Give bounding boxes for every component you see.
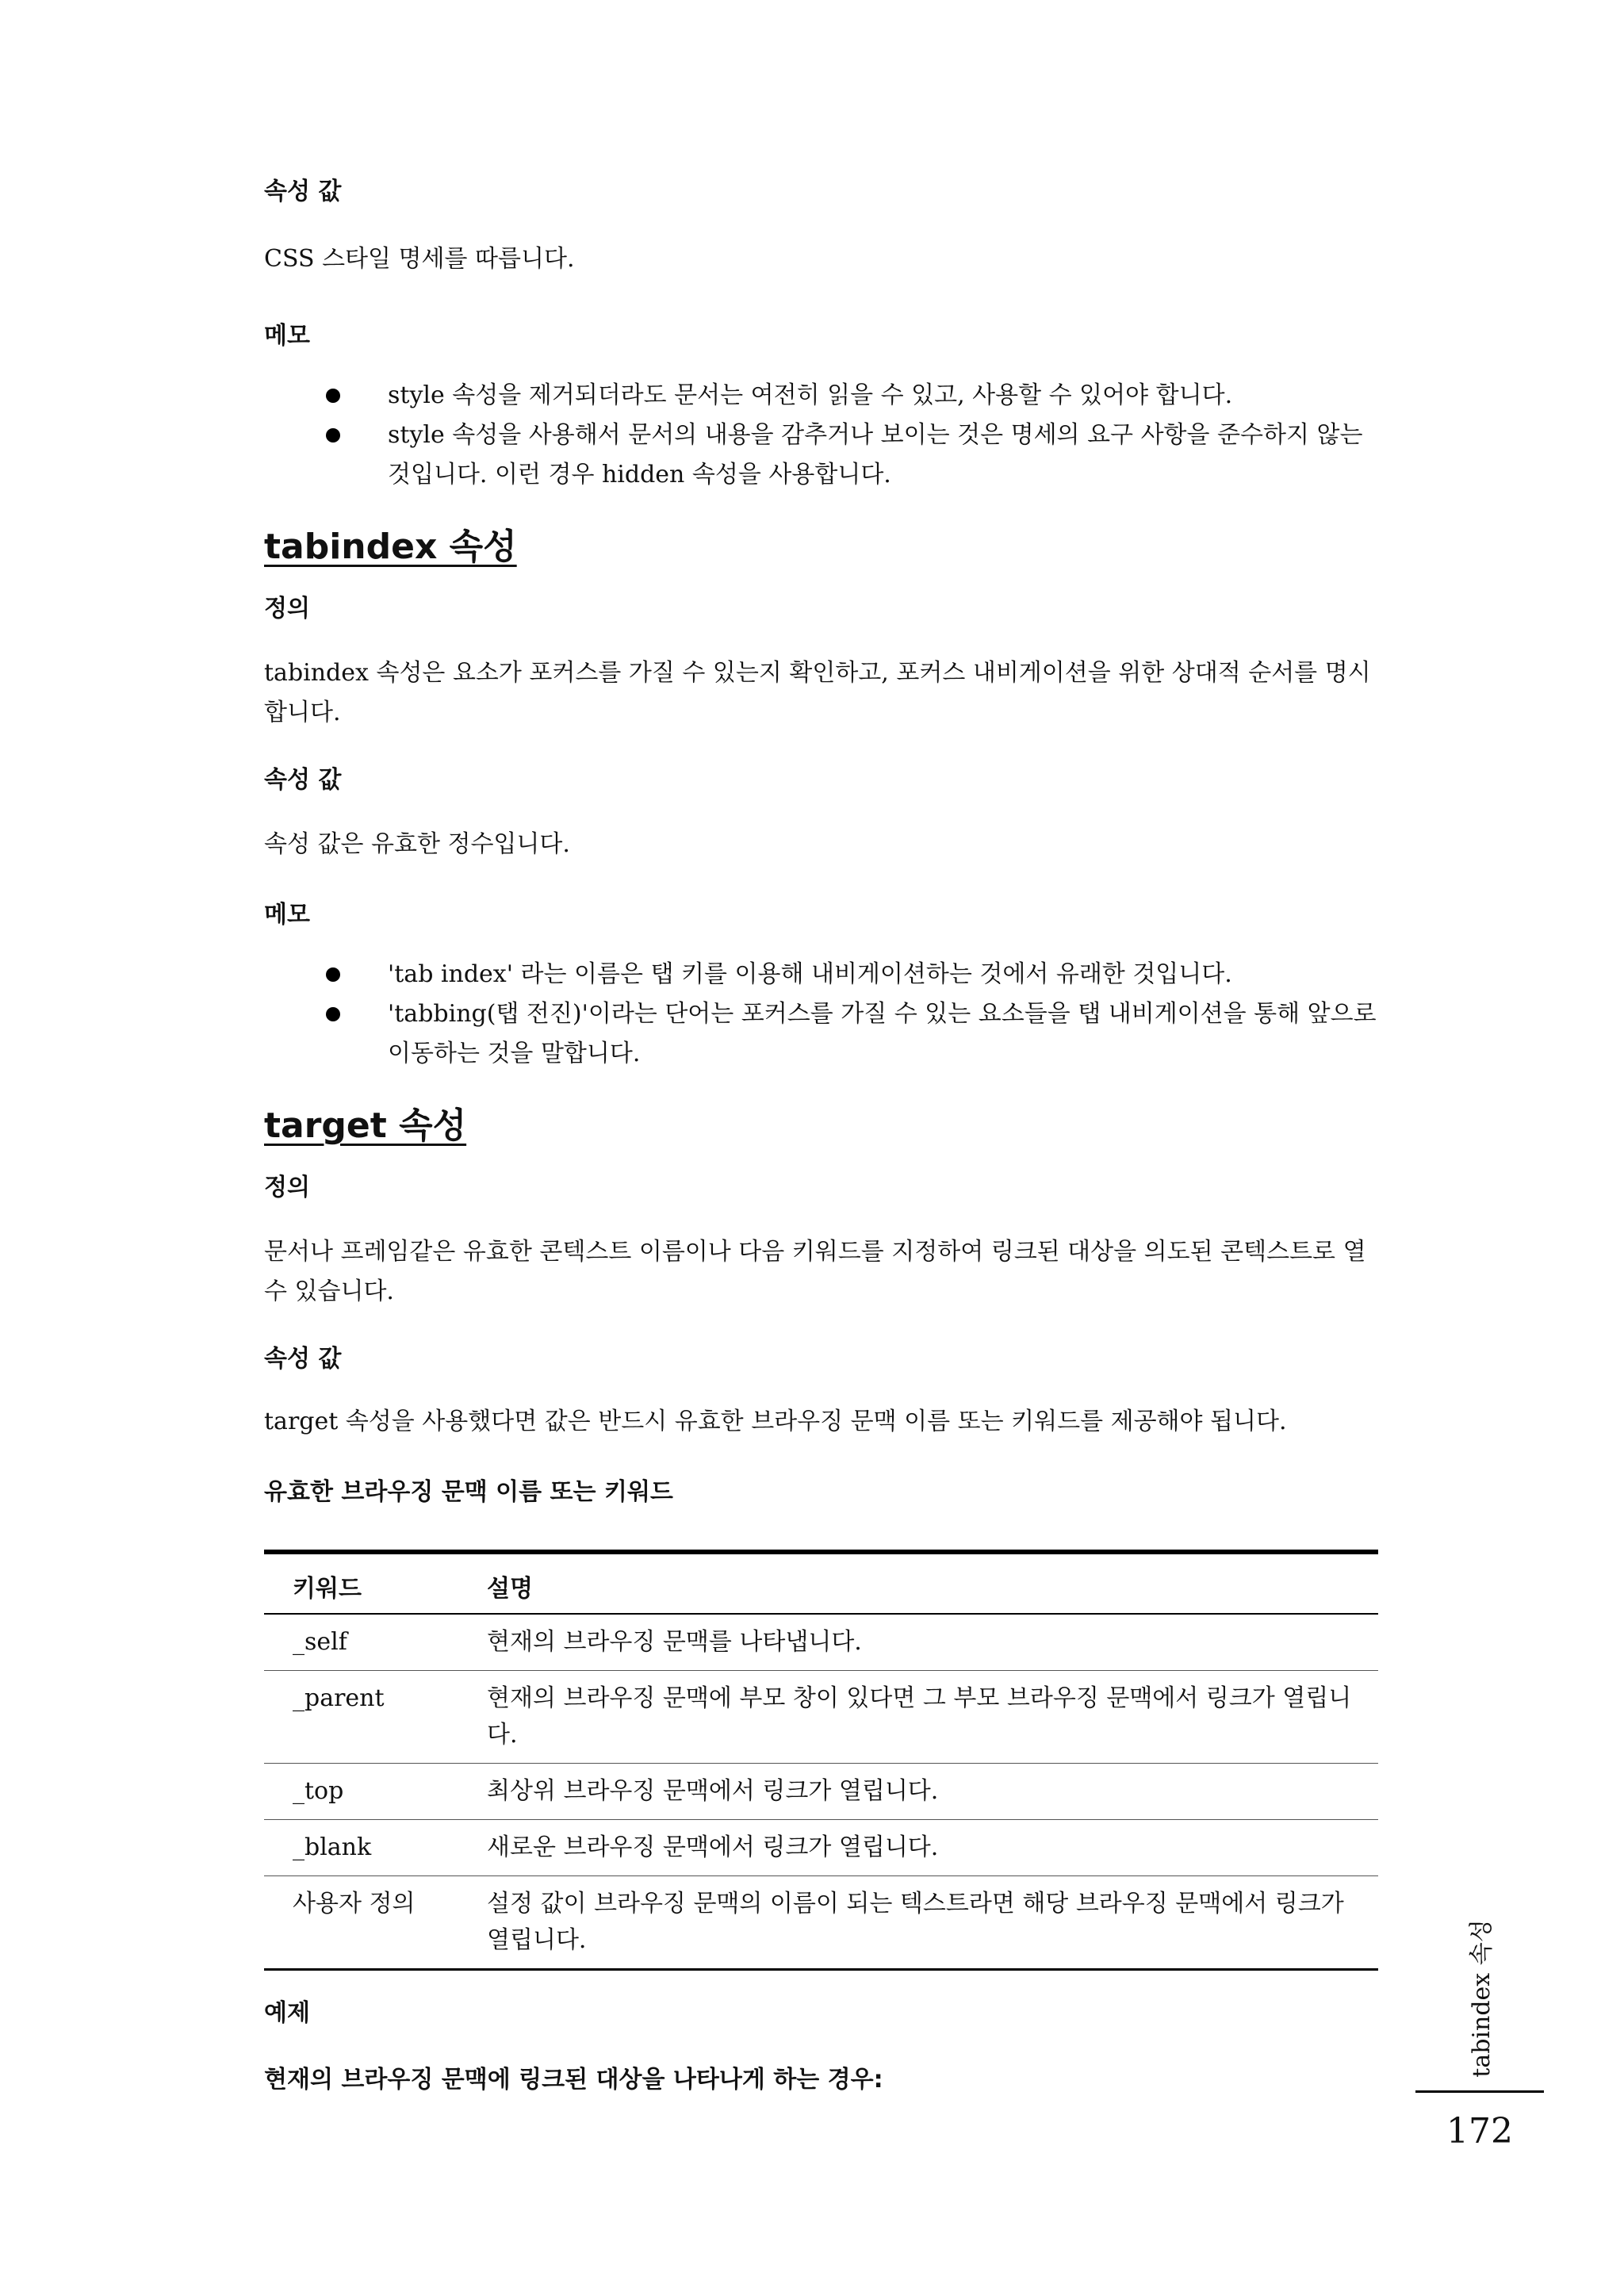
description-cell: 현재의 브라우징 문맥를 나타냅니다.: [487, 1614, 1378, 1671]
footer-divider: [1415, 2090, 1544, 2093]
description-cell: 최상위 브라우징 문맥에서 링크가 열립니다.: [487, 1764, 1378, 1820]
bullet-icon: [326, 967, 340, 982]
page-number: 172: [1446, 2111, 1513, 2151]
column-header-keyword: 키워드: [264, 1552, 487, 1614]
table-header-row: [264, 1552, 1378, 1614]
table-row: [264, 1820, 1378, 1876]
tabindex-value-text: 속성 값은 유효한 정수입니다.: [264, 830, 570, 858]
table-row: [264, 1764, 1378, 1820]
bullet-icon: [326, 428, 340, 443]
side-tab: [1457, 1919, 1500, 2078]
bullet-icon: [326, 389, 340, 403]
tabindex-def-text: tabindex 속성은 요소가 포커스를 가질 수 있는지 확인하고, 포커스 내비게이션을 위한 상대적 순서를 명시합니다.: [264, 659, 1371, 726]
example-caption: 현재의 브라우징 문맥에 링크된 대상을 나타나게 하는 경우:: [264, 2066, 883, 2094]
style-memo-heading: 메모: [264, 322, 310, 350]
bullet-icon: [326, 1007, 340, 1021]
list-item: [264, 416, 1390, 495]
keyword-cell: 사용자 정의: [293, 1890, 416, 1918]
page-content: [264, 176, 1390, 2096]
list-item: [264, 376, 1390, 416]
list-item-text: style 속성을 사용해서 문서의 내용을 감추거나 보이는 것은 명세의 요구 사항을 준수하지 않는 것입니다. 이런 경우 hidden 속성을 사용합니다.: [388, 421, 1363, 489]
keyword-cell: _blank: [264, 1820, 487, 1876]
target-def-heading: 정의: [264, 1174, 310, 1201]
target-value-text: target 속성을 사용했다면 값은 반드시 유효한 브라우징 문맥 이름 또는 키워드를 제공해야 됩니다.: [264, 1408, 1287, 1435]
target-section-title: target 속성: [264, 1105, 467, 1146]
list-item: [264, 994, 1390, 1074]
keyword-cell: _self: [264, 1614, 487, 1671]
keyword-table: [264, 1550, 1378, 1971]
column-header-description: 설명: [487, 1552, 1378, 1614]
tabindex-memo-heading: 메모: [264, 901, 310, 929]
description-cell: 설정 값이 브라우징 문맥의 이름이 되는 텍스트라면 해당 브라우징 문맥에서 링크가 열립니다.: [487, 1890, 1344, 1954]
description-cell: 현재의 브라우징 문맥에 부모 창이 있다면 그 부모 브라우징 문맥에서 링크가 열립니다.: [487, 1671, 1378, 1764]
table-row: [264, 1671, 1378, 1764]
keyword-cell: _parent: [264, 1671, 487, 1764]
style-value-text: CSS 스타일 명세를 따릅니다.: [264, 245, 575, 273]
tabindex-memo-list: [264, 955, 1390, 1074]
table-row: [264, 1614, 1378, 1671]
description-cell: 새로운 브라우징 문맥에서 링크가 열립니다.: [487, 1820, 1378, 1876]
list-item-text: 'tabbing(탭 전진)'이라는 단어는 포커스를 가질 수 있는 요소들을 탭 내비게이션을 통해 앞으로 이동하는 것을 말합니다.: [388, 1000, 1377, 1067]
keyword-cell: _top: [264, 1764, 487, 1820]
target-def-text: 문서나 프레임같은 유효한 콘텍스트 이름이나 다음 키워드를 지정하여 링크된 대상을 의도된 콘텍스트로 열 수 있습니다.: [264, 1238, 1366, 1305]
style-memo-list: [264, 376, 1390, 495]
list-item-text: 'tab index' 라는 이름은 탭 키를 이용해 내비게이션하는 것에서 유래한 것입니다.: [388, 960, 1232, 988]
example-heading: 예제: [264, 1999, 310, 2027]
tabindex-value-heading: 속성 값: [264, 766, 342, 794]
target-value-heading: 속성 값: [264, 1345, 342, 1373]
style-value-heading: 속성 값: [264, 178, 342, 205]
list-item-text: style 속성을 제거되더라도 문서는 여전히 읽을 수 있고, 사용할 수 있어야 합니다.: [388, 381, 1233, 409]
table-row: [264, 1876, 1378, 1970]
list-item: [264, 955, 1390, 994]
tabindex-section-title: tabindex 속성: [264, 527, 517, 567]
side-tab-label: tabindex 속성: [1468, 1919, 1496, 2078]
keyword-table-heading: 유효한 브라우징 문맥 이름 또는 키워드: [264, 1478, 673, 1506]
tabindex-def-heading: 정의: [264, 595, 310, 623]
